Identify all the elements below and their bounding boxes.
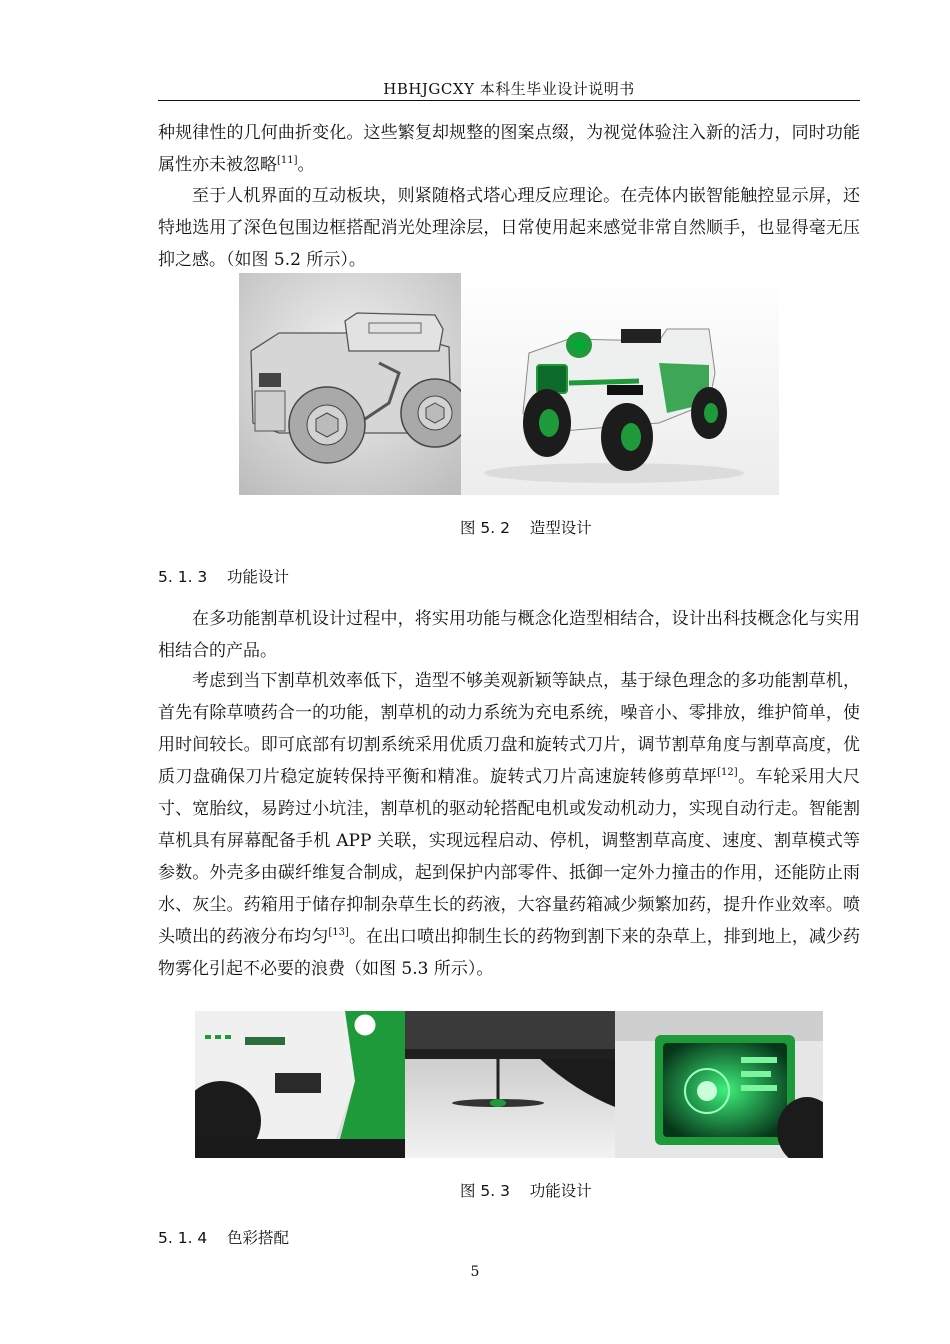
paragraph-4-text-b: 。车轮采用大尺寸、宽胎纹，易跨过小坑洼，割草机的驱动轮搭配电机或发动机动力，实现自动行走。智能割草机具有屏幕配备手机 APP 关联，实现远程启动、停机，调整割草高度、速度、割草模式等参数。外壳多由碳纤维复合制成，起到保护内部零件、抵御一定外力撞击的作用，还能防止雨水、灰尘。药箱用于储存抑制杂草生长的药液，大容量药箱减少频繁加药，提升作业效率。喷头喷出的药液分布均匀 (158, 767, 861, 947)
paragraph-3: 在多功能割草机设计过程中，将实用功能与概念化造型相结合，设计出科技概念化与实用相结合的产品。 (158, 609, 860, 661)
paragraph-1-end: 。 (297, 155, 315, 175)
figure-5-2-image (239, 273, 779, 495)
detail-panel-screen (615, 1011, 823, 1158)
figure-5-3-caption: 图 5. 3 功能设计 (460, 1182, 592, 1200)
paragraph-4-text-a: 考虑到当下割草机效率低下，造型不够美观新颖等缺点，基于绿色理念的多功能割草机，首先有除草喷药合一的功能，割草机的动力系统为充电系统，噪音小、零排放，维护简单，使用时间较长。即可底部有切割系统采用优质刀盘和旋转式刀片，调节割草角度与割草高度，优质刀盘确保刀片稳定旋转保持平衡和精准。旋转式刀片高速旋转修剪草坪 (158, 671, 860, 787)
page-number: 5 (470, 1264, 480, 1280)
paragraph-2: 至于人机界面的互动板块，则紧随格式塔心理反应理论。在壳体内嵌智能触控显示屏，还特地选用了深色包围边框搭配消光处理涂层，日常使用起来感觉非常自然顺手，也显得毫无压抑之感。（如图 5.2 所示）。 (158, 186, 860, 270)
clay-render (239, 273, 469, 495)
mower-detail-renders-5-3 (195, 1011, 823, 1158)
paragraph-1 (158, 117, 860, 181)
citation-12: [12] (717, 767, 738, 778)
section-heading-5-1-3: 5. 1. 3 功能设计 (158, 568, 290, 586)
paragraph-4-text-c: 。在出口喷出抑制生长的药物到割下来的杂草上，排到地上，减少药物雾化引起不必要的浪费（如图 5.3 所示）。 (158, 927, 861, 979)
paragraph-4 (158, 665, 860, 985)
detail-panel-side (195, 1011, 405, 1158)
figure-5-3-image (195, 1011, 823, 1158)
header-title: HBHJGCXY 本科生毕业设计说明书 (383, 80, 635, 98)
section-heading-5-1-4: 5. 1. 4 色彩搭配 (158, 1229, 290, 1247)
citation-13: [13] (328, 927, 349, 938)
citation-11: [11] (277, 155, 298, 166)
detail-panel-blade (405, 1011, 615, 1158)
paragraph-1-text: 种规律性的几何曲折变化。这些繁复却规整的图案点缀，为视觉体验注入新的活力，同时功能属性亦未被忽略 (158, 123, 860, 175)
color-render (461, 273, 779, 495)
mower-renders-5-2 (239, 273, 779, 495)
figure-5-2-caption: 图 5. 2 造型设计 (460, 519, 592, 537)
header-rule (158, 100, 860, 101)
